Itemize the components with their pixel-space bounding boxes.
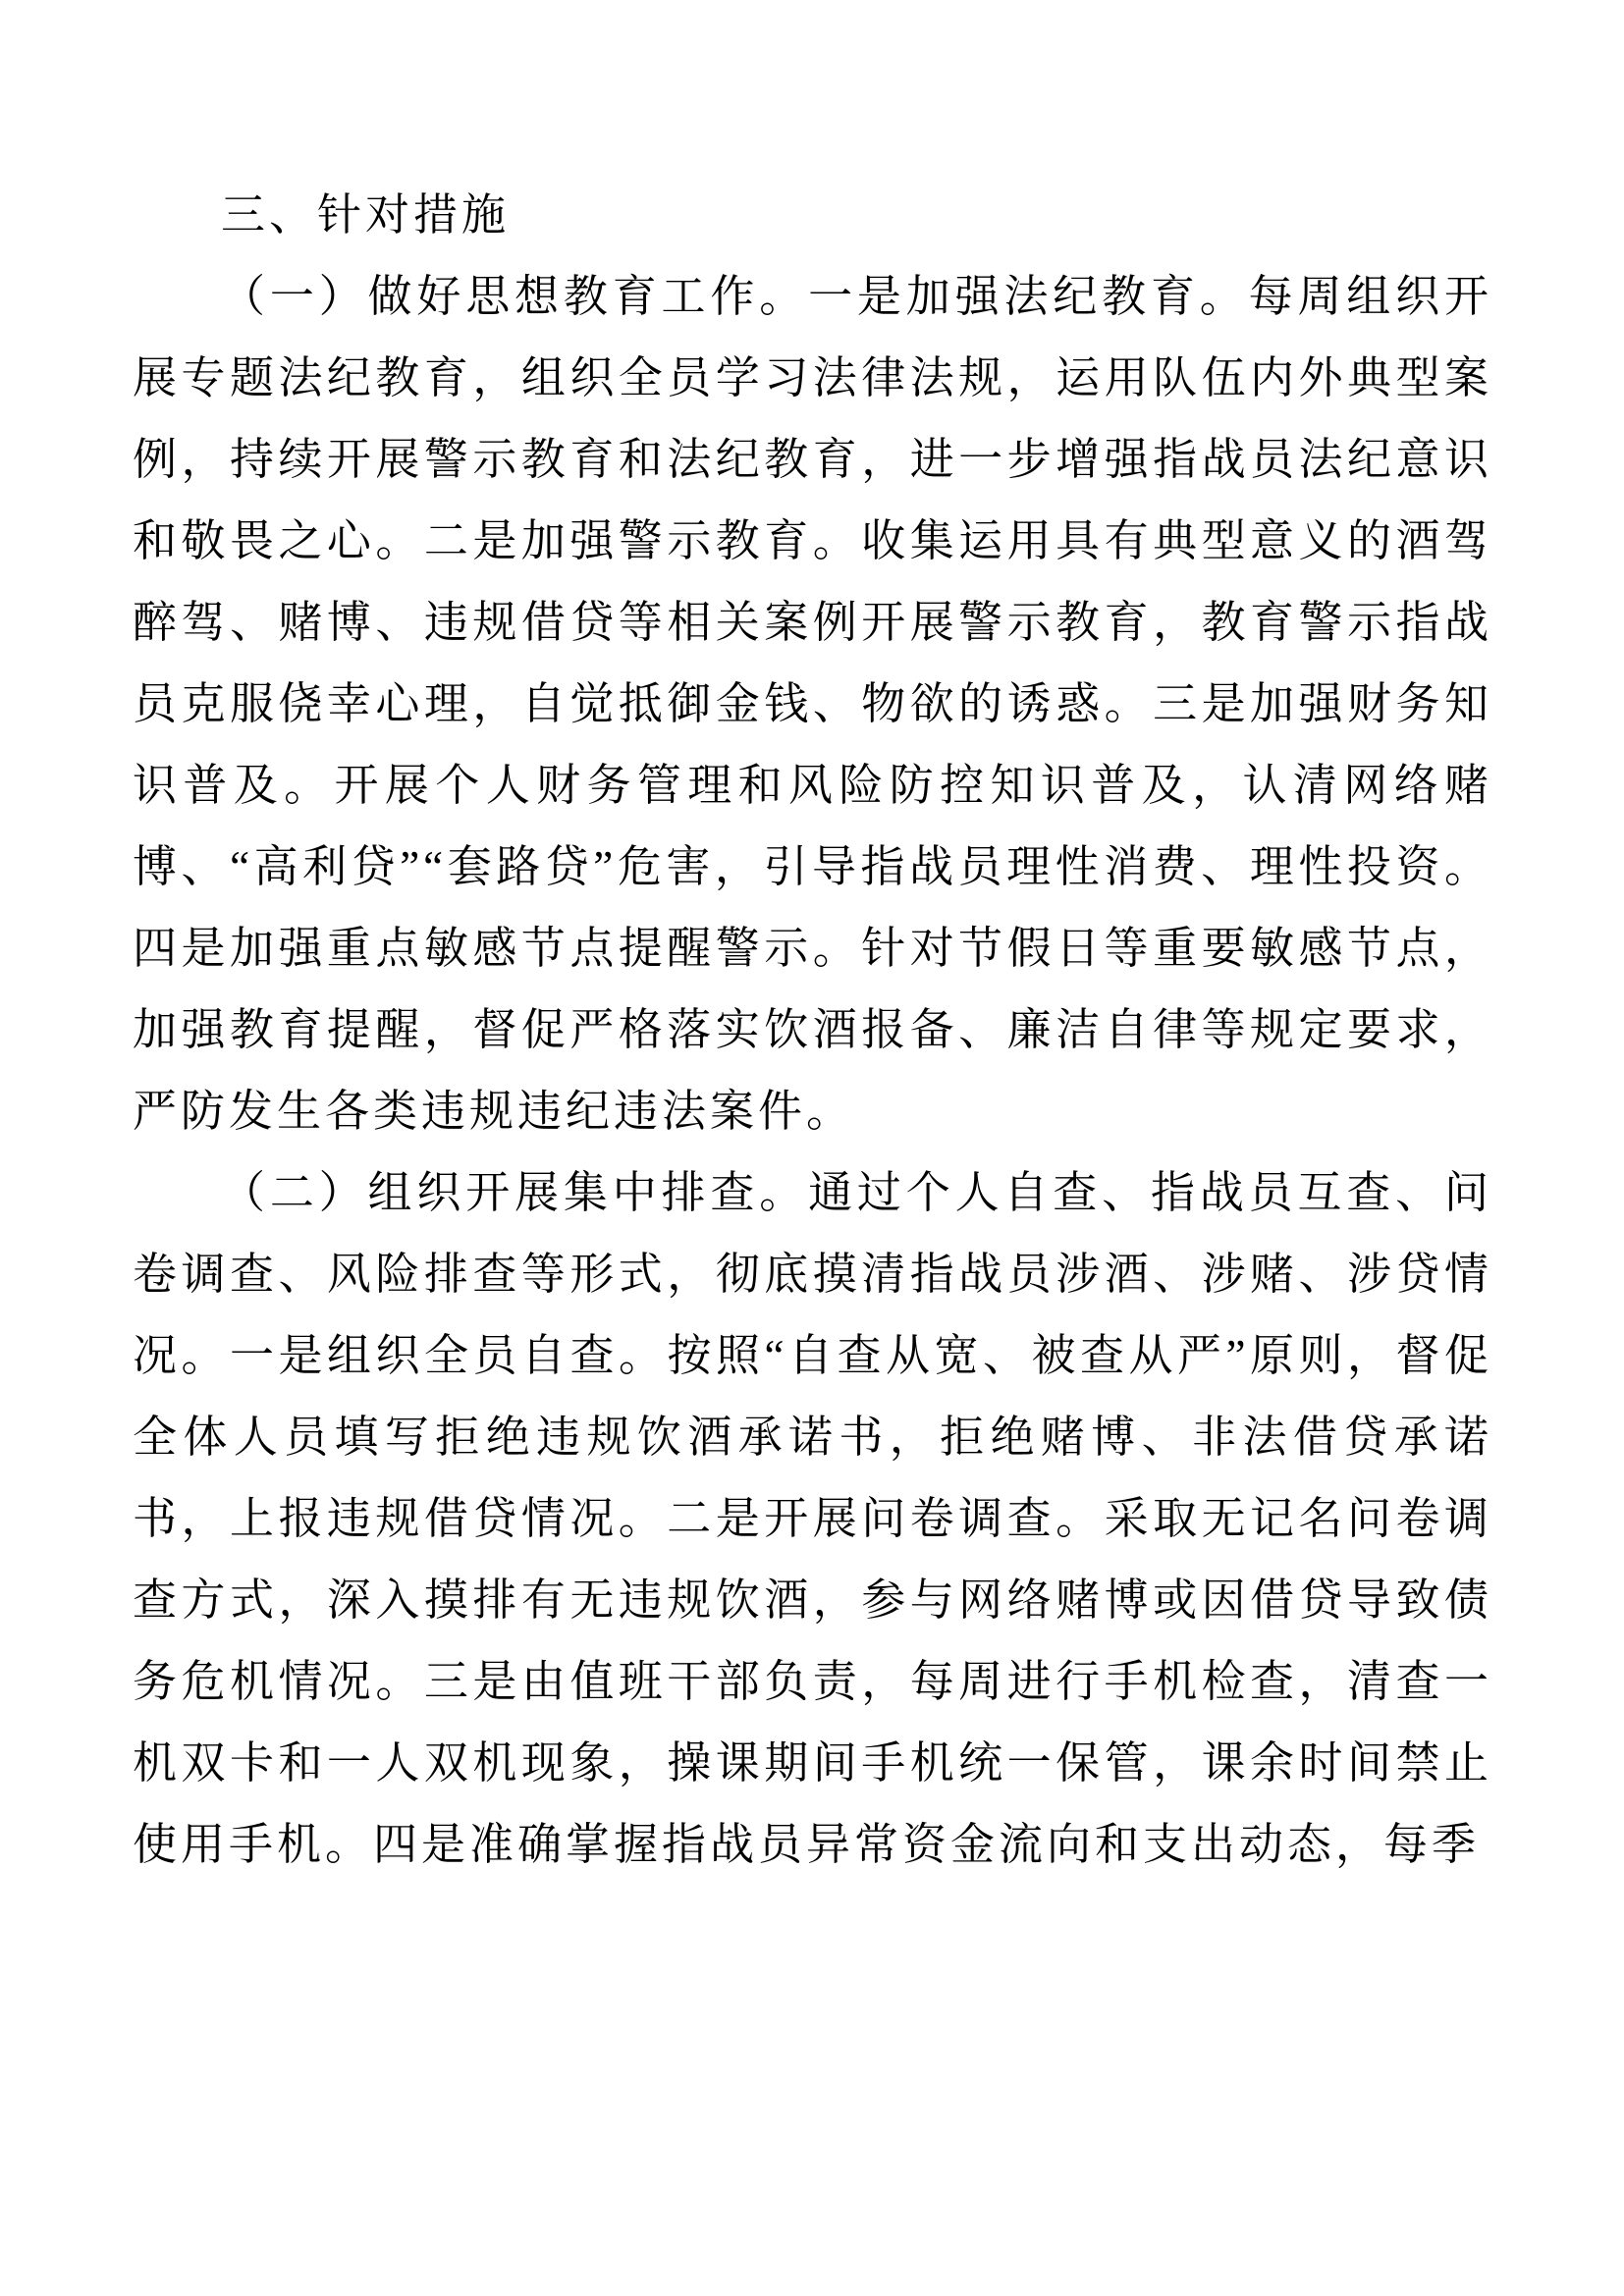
section-heading: 三、针对措施 bbox=[221, 190, 511, 240]
paragraph-centralized-inspection: （二）组织开展集中排查。通过个人自查、指战员互查、问卷调查、风险排查等形式，彻底摸清指战员涉酒、涉赌、涉贷情况。一是组织全员自查。按照“自查从宽、被查从严”原则，督促全体人员填写拒绝违规饮酒承诺书，拒绝赌博、非法借贷承诺书，上报违规借贷情况。二是开展问卷调查。采取无记名问卷调查方式，深入摸排有无违规饮酒，参与网络赌博或因借贷导致债务危机情况。三是由值班干部负责，每周进行手机检查，清查一机双卡和一人双机现象，操课期间手机统一保管，课余时间禁止使用手机。四是准确掌握指战员异常资金流向和支出动态，每季 bbox=[133, 1168, 1492, 1869]
paragraph-thought-education: （一）做好思想教育工作。一是加强法纪教育。每周组织开展专题法纪教育，组织全员学习法律法规，运用队伍内外典型案例，持续开展警示教育和法纪教育，进一步增强指战员法纪意识和敬畏之心。二是加强警示教育。收集运用具有典型意义的酒驾醉驾、赌博、违规借贷等相关案例开展警示教育，教育警示指战员克服侥幸心理，自觉抵御金钱、物欲的诱惑。三是加强财务知识普及。开展个人财务管理和风险防控知识普及，认清网络赌博、“高利贷”“套路贷”危害，引导指战员理性消费、理性投资。四是加强重点敏感节点提醒警示。针对节假日等重要敏感节点，加强教育提醒，督促严格落实饮酒报备、廉洁自律等规定要求，严防发生各类违规违纪违法案件。 bbox=[133, 272, 1492, 1136]
